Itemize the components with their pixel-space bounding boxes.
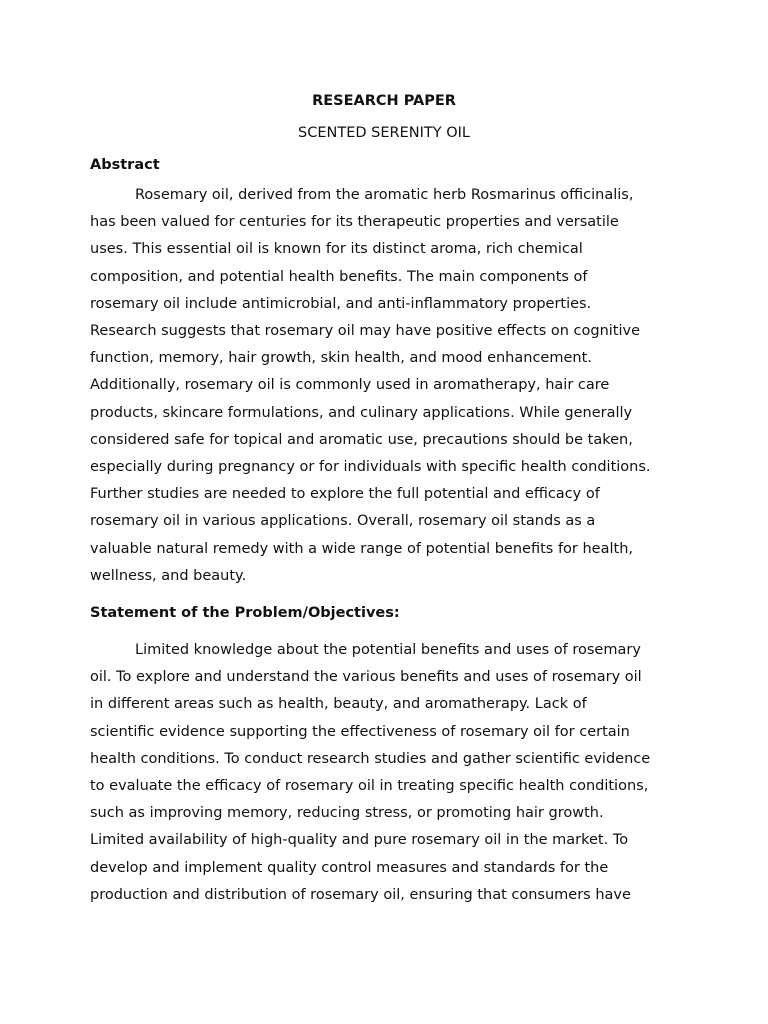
paragraph-line: production and distribution of rosemary oil, ensuring that consumers have [90,886,631,903]
paragraph-line: Rosemary oil, derived from the aromatic herb Rosmarinus officinalis, [135,187,634,203]
paragraph-line: uses. This essential oil is known for its distinct aroma, rich chemical [90,241,583,258]
document-subtitle: SCENTED SERENITY OIL [298,125,470,141]
paragraph-line: rosemary oil in various applications. Overall, rosemary oil stands as a [90,513,596,530]
paragraph-line: in different areas such as health, beauty, and aromatherapy. Lack of [90,696,587,713]
abstract-heading: Abstract [90,157,160,173]
paragraph-line: products, skincare formulations, and culinary applications. While generally [90,404,633,421]
paragraph-line: Additionally, rosemary oil is commonly used in aromatherapy, hair care [90,377,610,394]
paragraph-line: has been valued for centuries for its therapeutic properties and versatile [90,214,619,231]
paragraph-line: develop and implement quality control measures and standards for the [90,859,609,876]
paragraph-line: wellness, and beauty. [90,567,247,584]
paragraph-line: Research suggests that rosemary oil may have positive effects on cognitive [90,323,641,340]
paragraph-line: oil. To explore and understand the various benefits and uses of rosemary oil [90,669,642,686]
paragraph-line: rosemary oil include antimicrobial, and anti-inflammatory properties. [90,295,592,312]
problem-statement-heading: Statement of the Problem/Objectives: [90,605,400,621]
paragraph-line: health conditions. To conduct research studies and gather scientific evidence [90,750,651,767]
paragraph-line: especially during pregnancy or for individuals with specific health conditions. [90,459,651,476]
paragraph-line: composition, and potential health benefits. The main components of [90,268,588,285]
paragraph-line: considered safe for topical and aromatic use, precautions should be taken, [90,431,633,448]
paragraph-line: to evaluate the efficacy of rosemary oil in treating specific health conditions, [90,778,649,795]
paragraph-line: function, memory, hair growth, skin health, and mood enhancement. [90,350,592,367]
paragraph-line: Limited availability of high-quality and pure rosemary oil in the market. To [90,832,629,849]
document-title: RESEARCH PAPER [312,93,456,109]
problem-statement-body [90,637,680,909]
paragraph-line: Further studies are needed to explore the full potential and efficacy of [90,486,600,503]
paragraph-line: valuable natural remedy with a wide range of potential benefits for health, [90,540,633,557]
paragraph-line: Limited knowledge about the potential benefits and uses of rosemary [135,642,641,658]
paragraph-line: scientific evidence supporting the effectiveness of rosemary oil for certain [90,723,630,740]
abstract-body [90,182,680,590]
paragraph-line: such as improving memory, reducing stress, or promoting hair growth. [90,805,604,822]
